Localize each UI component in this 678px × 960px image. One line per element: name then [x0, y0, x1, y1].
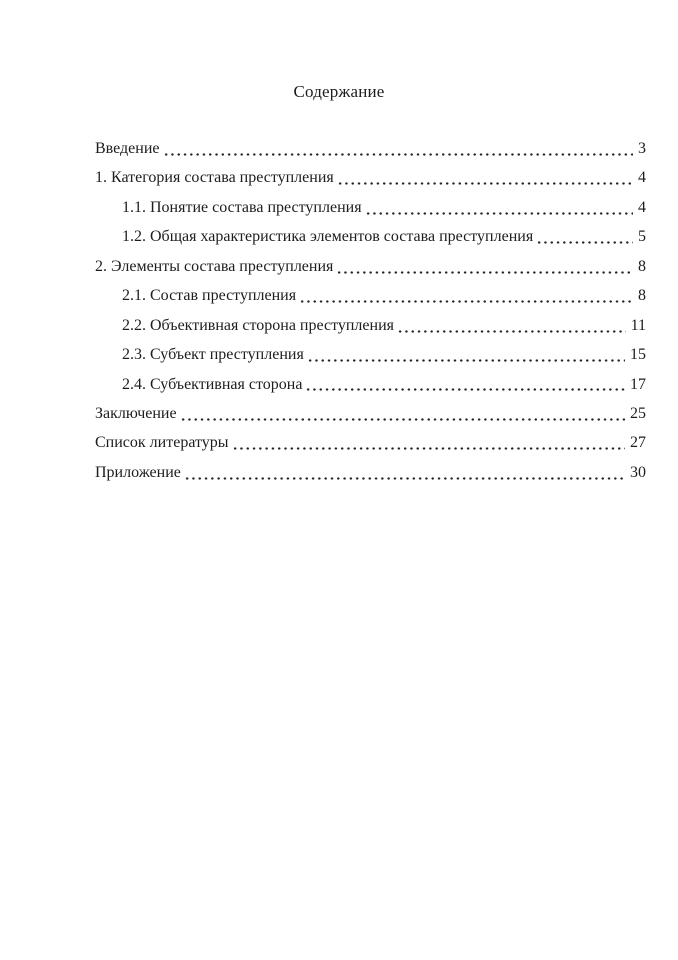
dot-leader	[179, 399, 625, 428]
toc-entry[interactable]	[95, 340, 646, 369]
toc-entry-label: 1.1. Понятие состава преступления	[122, 198, 362, 216]
toc-entry-page: 30	[630, 463, 646, 481]
table-of-contents	[95, 134, 646, 487]
toc-entry-label: 2.3. Субъект преступления	[122, 346, 304, 364]
toc-entry-label: Список литературы	[95, 434, 229, 452]
toc-entry[interactable]	[95, 281, 646, 310]
toc-entry-page: 8	[638, 257, 646, 275]
toc-entry-label: Заключение	[95, 404, 177, 422]
toc-entry-label: 2.2. Объективная сторона преступления	[122, 316, 394, 334]
dot-leader	[364, 193, 633, 222]
page-title: Содержание	[293, 82, 385, 101]
toc-entry-page: 27	[630, 434, 646, 452]
dot-leader	[162, 134, 634, 163]
toc-entry-page: 8	[638, 287, 646, 305]
toc-entry-label: Введение	[95, 140, 160, 157]
dot-leader	[231, 428, 625, 457]
toc-entry[interactable]	[95, 163, 646, 192]
toc-entry[interactable]	[95, 399, 646, 428]
toc-entry-page: 3	[638, 140, 646, 157]
dot-leader	[304, 370, 625, 399]
toc-entry[interactable]	[95, 458, 646, 487]
toc-entry-label: 2.1. Состав преступления	[122, 287, 297, 305]
dot-leader	[183, 458, 625, 487]
toc-entry-page: 25	[630, 404, 646, 422]
toc-entry-page: 4	[638, 169, 646, 187]
dot-leader	[335, 252, 633, 281]
toc-entry-page: 5	[638, 228, 646, 246]
toc-entry[interactable]	[95, 134, 646, 163]
toc-entry[interactable]	[95, 370, 646, 399]
dot-leader	[306, 340, 625, 369]
dot-leader	[336, 163, 633, 192]
toc-entry[interactable]	[95, 428, 646, 457]
toc-entry[interactable]	[95, 222, 646, 251]
dot-leader	[396, 311, 626, 340]
toc-entry-label: 2.4. Субъективная сторона	[122, 375, 303, 393]
toc-entry-page: 4	[638, 198, 646, 216]
toc-entry-label: 2. Элементы состава преступления	[95, 257, 334, 275]
dot-leader	[535, 222, 633, 251]
toc-entry-page: 11	[630, 316, 646, 334]
toc-entry[interactable]	[95, 193, 646, 222]
dot-leader	[298, 281, 633, 310]
toc-entry-label: 1. Категория состава преступления	[95, 169, 334, 187]
toc-entry-label: Приложение	[95, 463, 181, 481]
toc-entry[interactable]	[95, 252, 646, 281]
toc-entry-page: 17	[630, 375, 646, 393]
toc-entry-page: 15	[630, 346, 646, 364]
toc-entry-label: 1.2. Общая характеристика элементов состава преступления	[122, 228, 534, 246]
toc-entry[interactable]	[95, 311, 646, 340]
